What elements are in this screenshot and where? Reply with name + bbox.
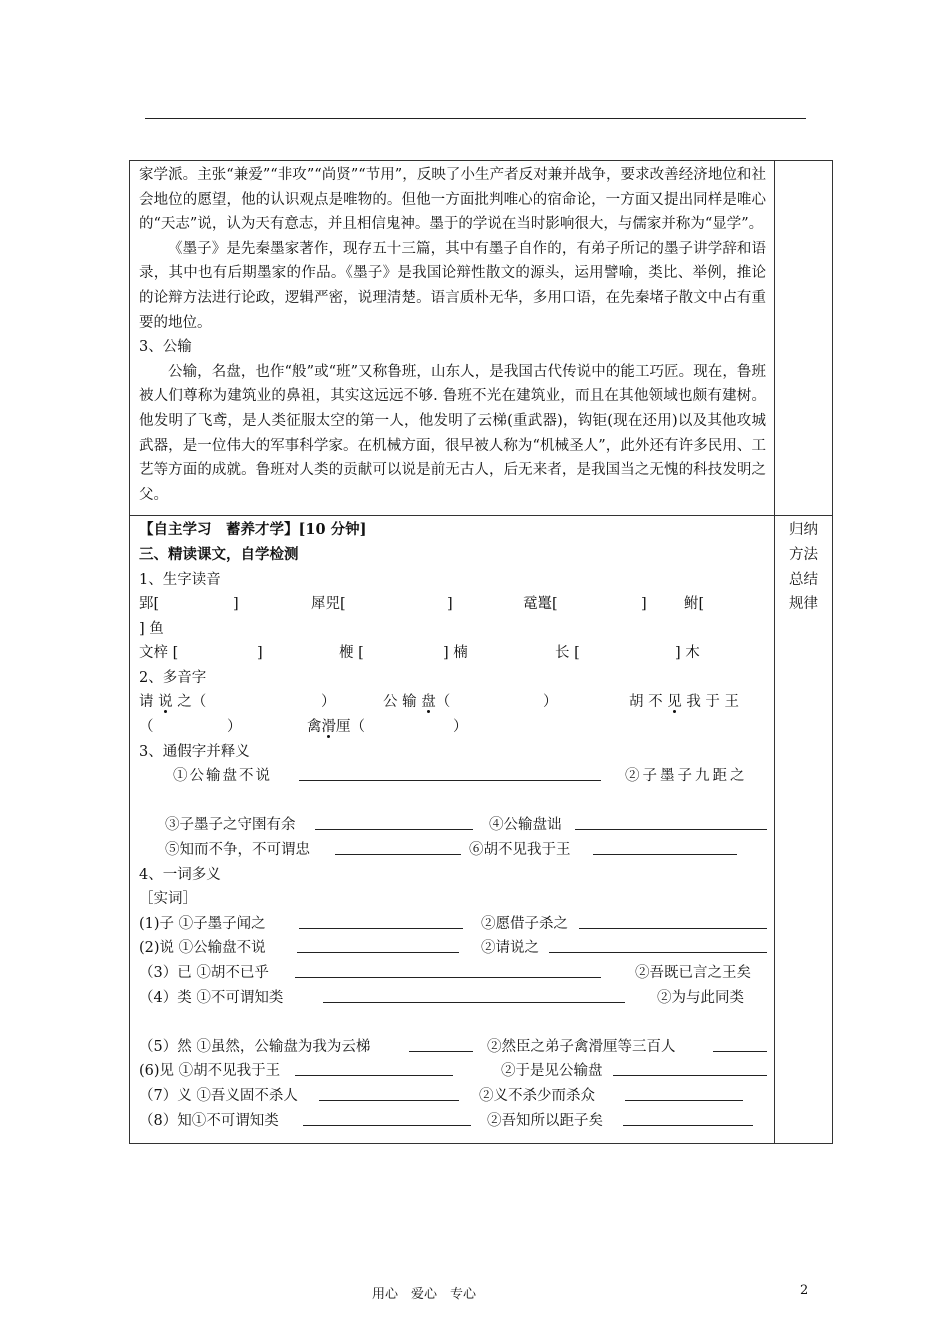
q4-row-7 <box>139 1084 766 1109</box>
q4-row-6 <box>139 1059 766 1084</box>
side-note-line-4: 规律 <box>789 596 818 613</box>
worksheet-table <box>129 160 833 1144</box>
heading-gongshu: 3、公输 <box>139 339 192 356</box>
side-note-cell <box>775 516 833 1144</box>
section-header: 【自主学习 蓄养才学】[10 分钟] <box>139 521 367 539</box>
intro-cell <box>130 161 775 516</box>
q1-title: 1、生字读音 <box>139 571 221 588</box>
polysemy-3a: （3）已 ①胡不已乎 <box>139 965 269 981</box>
q2-row-1 <box>139 690 766 715</box>
q1-row-1b <box>139 617 766 642</box>
tongjia-item-2: ②子墨子九距之 <box>625 768 748 785</box>
duoyin-item-2: 公 输 盘（ <box>383 694 451 711</box>
bracket-close: ] <box>233 596 239 613</box>
bracket-close: ] <box>447 596 453 613</box>
intro-row <box>130 161 833 516</box>
section-heading: 三、精读课文，自学检测 <box>139 545 299 563</box>
polysemy-7b: ②义不杀少而杀众 <box>479 1087 595 1104</box>
char-wenzi: 文梓 [ <box>139 645 179 662</box>
polysemy-6a: (6)见 ①胡不见我于王 <box>139 1063 281 1080</box>
char-ying: 郢[ <box>139 596 160 613</box>
duoyin-item-3: 胡 不 见 我 于 王 <box>629 694 740 711</box>
q4-row-4 <box>139 986 766 1011</box>
q4-row-1 <box>139 912 766 937</box>
q3-title: 3、通假字并释义 <box>139 743 250 760</box>
polysemy-5b: ②然臣之弟子禽滑厘等三百人 <box>487 1038 676 1055</box>
bracket-close: ] <box>257 645 263 662</box>
q3-row-1 <box>139 764 766 789</box>
polysemy-7a: （7）义 ①吾义固不杀人 <box>139 1087 298 1104</box>
tongjia-item-1: ①公输盘不说 <box>173 768 272 785</box>
char-pian: 楩 [ <box>339 645 364 662</box>
side-cell-empty <box>775 161 833 516</box>
char-xisi: 犀兕[ <box>311 596 346 613</box>
bracket-close: ] <box>641 596 647 613</box>
polysemy-8a: （8）知①不可谓知类 <box>139 1112 279 1129</box>
q4-row-2 <box>139 936 766 961</box>
q4-title: 4、一词多义 <box>139 866 221 883</box>
page-number: 2 <box>800 1283 809 1298</box>
mozi-paragraph-2: 《墨子》是先秦墨家著作，现存五十三篇，其中有墨子自作的，有弟子所记的墨子讲学辞和语录，其中也有后期墨家的作品。《墨子》是我国论辩性散文的源头，运用譬喻，类比、举例，推论的论辩方法进行论政，逻辑严密，说理清楚。语言质朴无华，多用口语，在先秦堵子散文中占有重要的地位。 <box>139 240 766 331</box>
q1-row-2 <box>139 641 766 666</box>
q3-row-3 <box>139 838 766 863</box>
tongjia-item-3: ③子墨子之守圉有余 <box>165 817 296 834</box>
q1-row-1 <box>139 592 766 617</box>
polysemy-1a: (1)子 ①子墨子闻之 <box>139 915 266 932</box>
q3-spacer <box>139 789 766 814</box>
tongjia-item-6: ⑥胡不见我于王 <box>469 842 571 859</box>
tongjia-item-4: ④公输盘诎 <box>489 817 562 834</box>
q4-row-3 <box>139 961 766 986</box>
paren-open: （ <box>139 719 154 736</box>
paren-close: ） <box>453 719 468 736</box>
study-cell <box>130 516 775 1144</box>
paren-close: ） <box>321 694 336 711</box>
q2-title: 2、多音字 <box>139 669 207 686</box>
polysemy-6b: ②于是见公输盘 <box>501 1063 603 1080</box>
study-row <box>130 516 833 1144</box>
char-fu-tail: ] 鱼 <box>139 620 164 637</box>
polysemy-4b: ②为与此同类 <box>657 989 744 1006</box>
side-note-line-3: 总结 <box>789 571 818 588</box>
duoyin-item-4: 禽滑厘（ <box>307 719 365 736</box>
q2-row-2 <box>139 715 766 740</box>
polysemy-4a: （4）类 ①不可谓知类 <box>139 989 284 1006</box>
q4-row-8 <box>139 1109 766 1134</box>
footer-motto: 用心 爱心 专心 <box>372 1287 477 1302</box>
char-chang: 长 [ <box>555 645 580 662</box>
char-fu: 鲋[ <box>684 596 705 613</box>
polysemy-5a: （5）然 ①虽然，公输盘为我为云梯 <box>139 1038 371 1055</box>
duoyin-item-1: 请 说 之（ <box>139 694 207 711</box>
polysemy-2a: (2)说 ①公输盘不说 <box>139 940 266 957</box>
q3-row-2 <box>139 813 766 838</box>
polysemy-2b: ②请说之 <box>481 940 539 957</box>
polysemy-3b: ②吾既已言之王矣 <box>635 965 751 981</box>
q4-row-5 <box>139 1035 766 1060</box>
char-nan: ] 楠 <box>443 645 468 662</box>
side-note-line-2: 方法 <box>789 546 818 563</box>
gongshu-paragraph: 公输，名盘，也作“般”或“班”又称鲁班，山东人，是我国古代传说中的能工巧匠。现在，鲁班被人们尊称为建筑业的鼻祖，其实这远远不够. 鲁班不光在建筑业，而且在其他领域也颇有建树。他发明了飞鸢，是人类征服太空的第一人，他发明了云梯(重武器)，钩钜(现在还用)以及其他攻城武器，是一位伟大的军事科学家。在机械方面，很早被人称为“机械圣人”，此外还有许多民用、工艺等方面的成就。鲁班对人类的贡献可以说是前无古人，后无来者，是我国当之无愧的科技发明之父。 <box>139 363 766 503</box>
polysemy-8b: ②吾知所以距子矣 <box>487 1112 603 1129</box>
tongjia-item-5: ⑤知而不争，不可谓忠 <box>165 842 310 859</box>
paren-close: ） <box>227 719 242 736</box>
paren-close: ） <box>543 694 558 711</box>
polysemy-1b: ②愿借子杀之 <box>481 915 568 932</box>
side-note-line-1: 归纳 <box>789 522 818 539</box>
q4-subtitle: ［实词］ <box>139 891 197 908</box>
q4-spacer <box>139 1010 766 1035</box>
char-mu: ] 木 <box>675 645 700 662</box>
page-footer <box>0 1283 950 1303</box>
header-rule <box>145 118 806 119</box>
mozi-paragraph-1: 家学派。主张“兼爱”“非攻”“尚贤”“节用”，反映了小生产者反对兼并战争，要求改善经济地位和社会地位的愿望，他的认识观点是唯物的。但他一方面批判唯心的宿命论，一方面又提出同样是唯心的“天志”说，认为天有意志，并且相信鬼神。墨于的学说在当时影响很大，与儒家并称为“显学”。 <box>139 167 766 233</box>
char-yuantuo: 鼋鼍[ <box>523 596 558 613</box>
